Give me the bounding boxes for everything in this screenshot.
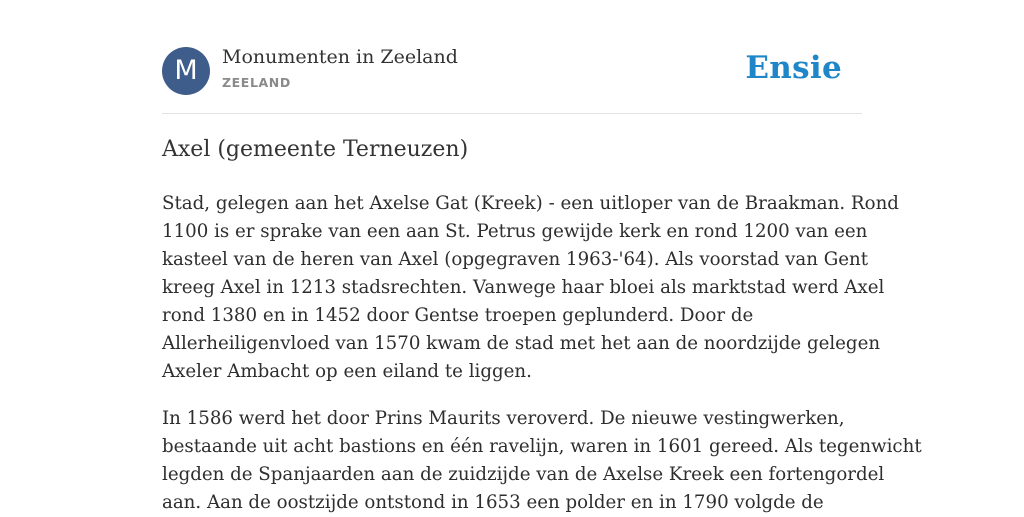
paragraph-line: Axeler Ambacht op een eiland te liggen. bbox=[162, 361, 532, 382]
article-header bbox=[162, 0, 862, 114]
paragraph-line: legden de Spanjaarden aan de zuidzijde van de Axelse Kreek een fortengordel bbox=[162, 464, 885, 485]
source-name-link[interactable]: Monumenten in Zeeland bbox=[222, 46, 458, 68]
paragraph-line: aan. Aan de oostzijde ontstond in 1653 een polder en in 1790 volgde de bbox=[162, 492, 824, 513]
source-avatar[interactable]: M bbox=[162, 47, 210, 95]
source-category[interactable]: ZEELAND bbox=[222, 75, 291, 90]
ensie-logo[interactable]: Ensie bbox=[745, 50, 842, 86]
paragraph-line: kasteel van de heren van Axel (opgegraven 1963-'64). Als voorstad van Gent bbox=[162, 249, 869, 270]
article-paragraph-1 bbox=[162, 190, 899, 386]
paragraph-line: rond 1380 en in 1452 door Gentse troepen geplunderd. Door de bbox=[162, 305, 754, 326]
article-title: Axel (gemeente Terneuzen) bbox=[162, 137, 469, 162]
paragraph-line: Stad, gelegen aan het Axelse Gat (Kreek) - een uitloper van de Braakman. Rond bbox=[162, 193, 899, 214]
paragraph-line: 1100 is er sprake van een aan St. Petrus gewijde kerk en rond 1200 van een bbox=[162, 221, 868, 242]
paragraph-line: kreeg Axel in 1213 stadsrechten. Vanwege haar bloei als marktstad werd Axel bbox=[162, 277, 885, 298]
article-card bbox=[162, 0, 922, 513]
paragraph-line: bestaande uit acht bastions en één ravelijn, waren in 1601 gereed. Als tegenwicht bbox=[162, 436, 922, 457]
paragraph-line: Allerheiligenvloed van 1570 kwam de stad met het aan de noordzijde gelegen bbox=[162, 333, 881, 354]
article-paragraph-2 bbox=[162, 405, 922, 517]
paragraph-line: In 1586 werd het door Prins Maurits veroverd. De nieuwe vestingwerken, bbox=[162, 408, 845, 429]
